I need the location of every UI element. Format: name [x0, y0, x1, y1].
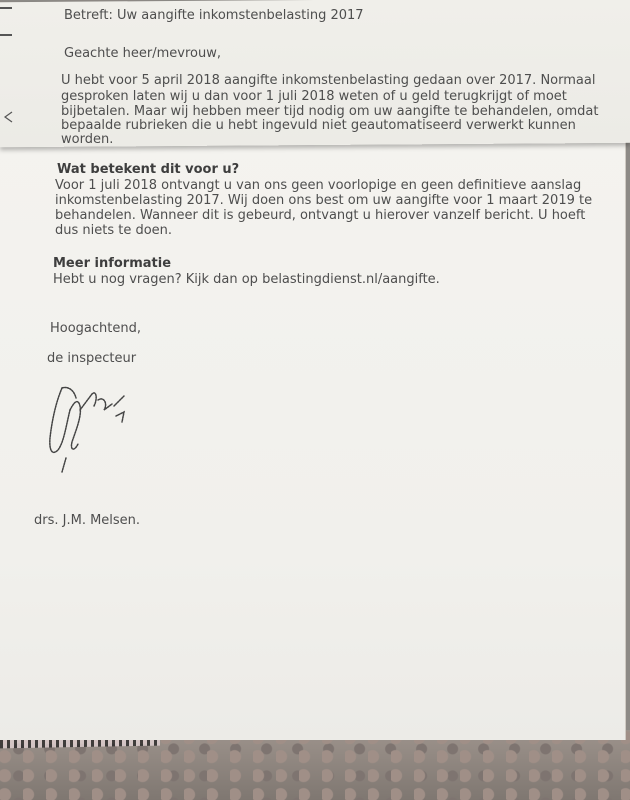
intro-line-1: U hebt voor 5 april 2018 aangifte inkomstenbelasting gedaan over 2017. Normaal [61, 73, 596, 88]
impact-line-2: inkomstenbelasting 2017. Wij doen ons best om uw aangifte voor 1 maart 2019 te [55, 193, 593, 208]
section-heading-impact: Wat betekent dit voor u? [57, 162, 240, 177]
fold-mark-icon [3, 111, 13, 123]
section-heading-more-info: Meer informatie [53, 256, 172, 271]
impact-line-4: dus niets te doen. [55, 223, 173, 238]
more-info-line-1: Hebt u nog vragen? Kijk dan op belastingdienst.nl/aangifte. [53, 272, 440, 287]
impact-line-1: Voor 1 juli 2018 ontvangt u van ons geen voorlopige en geen definitieve aanslag [55, 178, 582, 193]
letter-subject: Betreft: Uw aangifte inkomstenbelasting 2017 [64, 8, 364, 23]
fold-mark-top [0, 7, 12, 9]
intro-line-2: gesproken laten wij u dan voor 1 juli 2018 weten of u geld terugkrijgt of moet [61, 89, 567, 104]
intro-line-3: bijbetalen. Maar wij hebben meer tijd nodig om uw aangifte te behandelen, omdat [61, 104, 599, 119]
signer-name: drs. J.M. Melsen. [34, 513, 141, 528]
signer-title: de inspecteur [47, 351, 137, 366]
fold-mark-bottom [0, 34, 12, 36]
closing-greeting: Hoogachtend, [50, 321, 142, 336]
letter-salutation: Geachte heer/mevrouw, [64, 46, 221, 61]
intro-line-5: worden. [61, 132, 114, 147]
intro-line-4: bepaalde rubrieken die u hebt ingevuld niet geautomatiseerd verwerkt kunnen [61, 118, 576, 133]
impact-line-3: behandelen. Wanneer dit is gebeurd, ontvangt u hierover vanzelf bericht. U hoeft [55, 208, 586, 223]
signature-icon [40, 380, 140, 475]
